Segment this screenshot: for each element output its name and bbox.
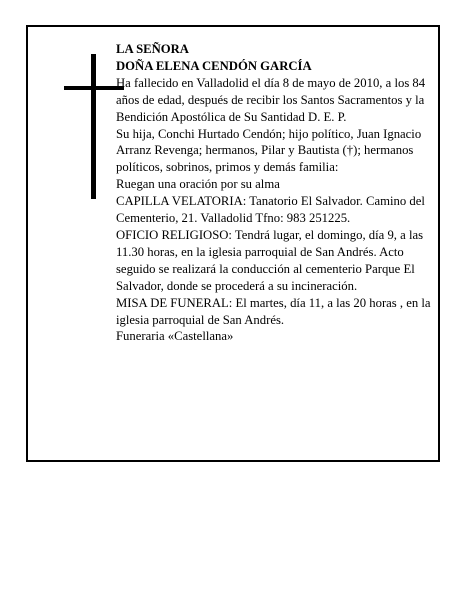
funeral-mass-info: MISA DE FUNERAL: El martes, día 11, a las 20 horas , en la iglesia parroquial de San Andrés. — [116, 295, 431, 327]
cross-horizontal-bar — [64, 86, 124, 90]
latin-cross-icon — [64, 54, 124, 199]
notice-text — [116, 41, 434, 345]
wake-chapel-info: CAPILLA VELATORIA: Tanatorio El Salvador. Camino del Cementerio, 21. Valladolid Tfno: 983 251225. — [116, 194, 425, 226]
family-list: Su hija, Conchi Hurtado Cendón; hijo político, Juan Ignacio Arranz Revenga; hermanos, Pilar y Bautista (†); hermanos políticos, sobrinos, primos y demás familia: — [116, 126, 422, 175]
notice-title: LA SEÑORA — [116, 42, 189, 56]
prayer-request: Ruegan una oración por su alma — [116, 177, 280, 192]
funeral-home: Funeraria «Castellana» — [116, 329, 234, 344]
death-announcement: Ha fallecido en Valladolid el día 8 de mayo de 2010, a los 84 años de edad, después de recibir los Santos Sacramentos y la Bendición Apostólica de Su Santidad D. E. P. — [116, 75, 426, 124]
cross-vertical-bar — [91, 54, 96, 199]
deceased-name: DOÑA ELENA CENDÓN GARCÍA — [116, 58, 312, 73]
obituary-notice — [26, 25, 440, 462]
religious-service-info: OFICIO RELIGIOSO: Tendrá lugar, el domingo, día 9, a las 11.30 horas, en la iglesia parroquial de San Andrés. Acto seguido se realizará la conducción al cementerio Parque El Salvador, donde se procederá a su incineración. — [116, 227, 424, 293]
